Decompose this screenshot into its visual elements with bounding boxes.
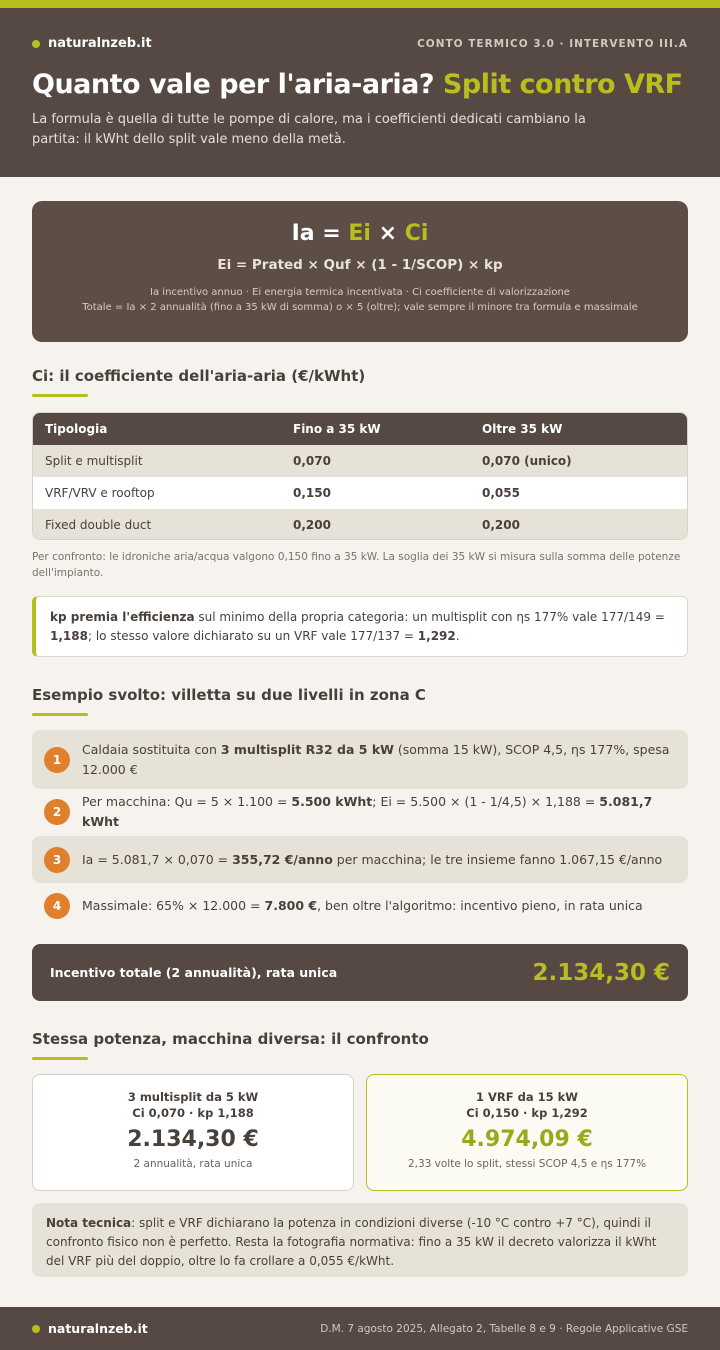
step-text-part: Caldaia sostituita con	[82, 741, 221, 757]
formula-note-2: Totale = Ia × 2 annualità (fino a 35 kW di somma) o × 5 (oltre); vale sempre il minore tra formula e massimale	[82, 302, 638, 313]
callout-bold-2: 1,188	[50, 629, 88, 643]
compare-card-title: 3 multisplit da 5 kW	[127, 1090, 259, 1104]
title-main: Quanto vale per l'aria-aria?	[32, 69, 443, 100]
table-cell: VRF/VRV e rooftop	[45, 486, 155, 500]
brand-dot-icon	[32, 1325, 40, 1333]
compare-title-underline	[32, 1057, 88, 1060]
brand[interactable]	[32, 36, 152, 51]
step-item	[32, 884, 688, 928]
title-highlight: Split contro VRF	[442, 69, 683, 100]
callout-bold-3: 1,292	[417, 629, 456, 643]
step-text-bold: 7.800 €	[264, 898, 318, 913]
step-text-bold: 3 multisplit R32 da 5 kW	[220, 741, 394, 757]
compare-card-heading	[33, 1089, 353, 1121]
callout-text-2: ; lo stesso valore dichiarato su un VRF vale 177/137 =	[87, 629, 418, 643]
formula-sub: Ei = Prated × Quf × (1 - 1/SCOP) × kp	[217, 257, 503, 273]
formula-main	[32, 221, 688, 246]
total-incentive-bar	[32, 944, 688, 1001]
footer	[0, 1307, 720, 1350]
step-number-badge: 3	[44, 847, 70, 873]
technical-note-text: : split e VRF dichiarano la potenza in condizioni diverse (-10 °C contro +7 °C), quindi il confronto fisico non è perfetto. Resta la fotografia normativa: fino a 35 kW il decreto valorizza il kWht del VRF più del doppio, oltre lo fa crollare a 0,055 €/kWht.	[46, 1216, 657, 1268]
page-subtitle: La formula è quella di tutte le pompe di calore, ma i coefficienti dedicati cambiano la partita: il kWht dello split vale meno della metà.	[32, 112, 586, 147]
page-title	[32, 69, 688, 100]
formula-card	[32, 201, 688, 342]
table-header-row	[33, 413, 687, 445]
total-value: 2.134,30 €	[532, 959, 670, 986]
step-text-part: (somma 15 kW), SCOP 4,5, ηs 177%, spesa 12.000 €	[82, 741, 670, 777]
compare-card-coefficients: Ci 0,070 · kp 1,188	[132, 1106, 254, 1120]
table-cell: 0,200	[482, 518, 520, 532]
technical-note	[32, 1203, 688, 1277]
step-number-badge: 2	[44, 799, 70, 825]
compare-card-note: 2,33 volte lo split, stessi SCOP 4,5 e ηs 177%	[407, 1158, 647, 1170]
formula-ia: Ia =	[291, 221, 349, 246]
brand-label: naturalnzeb.it	[48, 36, 152, 51]
compare-card-value: 2.134,30 €	[127, 1127, 259, 1152]
step-text-bold: 5.081,7 kWht	[82, 794, 653, 829]
step-text	[82, 740, 672, 780]
example-title-underline	[32, 713, 88, 716]
step-text-part: ; Ei = 5.500 × (1 - 1/4,5) × 1,188 =	[372, 794, 600, 809]
step-text-part: Massimale: 65% × 12.000 =	[82, 898, 265, 913]
header	[0, 8, 720, 177]
callout-text-1: sul minimo della propria categoria: un multisplit con ηs 177% vale 177/149 =	[194, 610, 665, 624]
footer-source: D.M. 7 agosto 2025, Allegato 2, Tabelle 8 e 9 · Regole Applicative GSE	[320, 1322, 688, 1335]
formula-times: ×	[370, 221, 405, 246]
table-header-cell: Fino a 35 kW	[293, 422, 381, 436]
step-text-part: per macchina; le tre insieme fanno 1.067,15 €/anno	[332, 851, 663, 867]
step-text-part: Ia = 5.081,7 × 0,070 =	[82, 851, 233, 867]
table-footnote: Per confronto: le idroniche aria/acqua valgono 0,150 fino a 35 kW. La soglia dei 35 kW si misura sulla somma delle potenze dell'impianto.	[32, 551, 681, 579]
table-header-cell: Oltre 35 kW	[482, 422, 563, 436]
step-item	[32, 790, 688, 834]
coef-table	[32, 412, 688, 540]
table-cell: Split e multisplit	[45, 454, 143, 468]
step-item	[32, 730, 688, 789]
technical-note-label: Nota tecnica	[46, 1216, 132, 1230]
kp-callout	[32, 596, 688, 657]
formula-note	[32, 285, 688, 315]
compare-card-title: 1 VRF da 15 kW	[476, 1090, 578, 1104]
table-row	[33, 509, 687, 540]
coef-section-title: Ci: il coefficiente dell'aria-aria (€/kWht)	[32, 367, 366, 385]
step-text-bold: 5.500 kWht	[291, 794, 373, 809]
step-item	[32, 836, 688, 883]
compare-card-split	[32, 1074, 354, 1191]
formula-note-1: Ia incentivo annuo · Ei energia termica incentivata · Ci coefficiente di valorizzazione	[150, 287, 570, 298]
table-row	[33, 477, 687, 509]
example-section-title: Esempio svolto: villetta su due livelli in zona C	[32, 686, 426, 704]
brand-dot-icon	[32, 40, 40, 48]
table-cell: 0,150	[293, 486, 331, 500]
table-cell: 0,070 (unico)	[482, 454, 572, 468]
footer-brand[interactable]	[32, 1321, 148, 1336]
callout-text-3: .	[455, 629, 460, 643]
compare-card-heading	[367, 1089, 687, 1121]
step-text	[82, 792, 672, 832]
compare-card-note: 2 annualità, rata unica	[133, 1158, 253, 1170]
footer-brand-label: naturalnzeb.it	[48, 1321, 148, 1336]
coef-title-underline	[32, 394, 88, 397]
callout-bold-1: kp premia l'efficienza	[50, 610, 195, 624]
total-label: Incentivo totale (2 annualità), rata unica	[50, 965, 338, 980]
step-number-badge: 4	[44, 893, 70, 919]
step-text	[82, 850, 662, 870]
step-text-part: , ben oltre l'algoritmo: incentivo pieno, in rata unica	[317, 898, 643, 913]
table-cell: 0,070	[293, 454, 331, 468]
compare-card-vrf	[366, 1074, 688, 1191]
table-cell: 0,055	[482, 486, 520, 500]
formula-ei: Ei	[348, 221, 371, 246]
table-header-cell: Tipologia	[45, 422, 108, 436]
kicker: CONTO TERMICO 3.0 · INTERVENTO III.A	[417, 37, 688, 50]
compare-section-title: Stessa potenza, macchina diversa: il confronto	[32, 1030, 429, 1048]
step-text-part: Per macchina: Qu = 5 × 1.100 =	[82, 794, 292, 809]
top-accent-bar	[0, 0, 720, 8]
table-row	[33, 445, 687, 477]
compare-card-value: 4.974,09 €	[461, 1127, 593, 1152]
step-text-bold: 355,72 €/anno	[232, 851, 333, 867]
step-text	[82, 896, 643, 916]
formula-ci: Ci	[404, 221, 429, 246]
table-cell: 0,200	[293, 518, 331, 532]
compare-card-coefficients: Ci 0,150 · kp 1,292	[466, 1106, 588, 1120]
step-number-badge: 1	[44, 747, 70, 773]
table-cell: Fixed double duct	[45, 518, 152, 532]
